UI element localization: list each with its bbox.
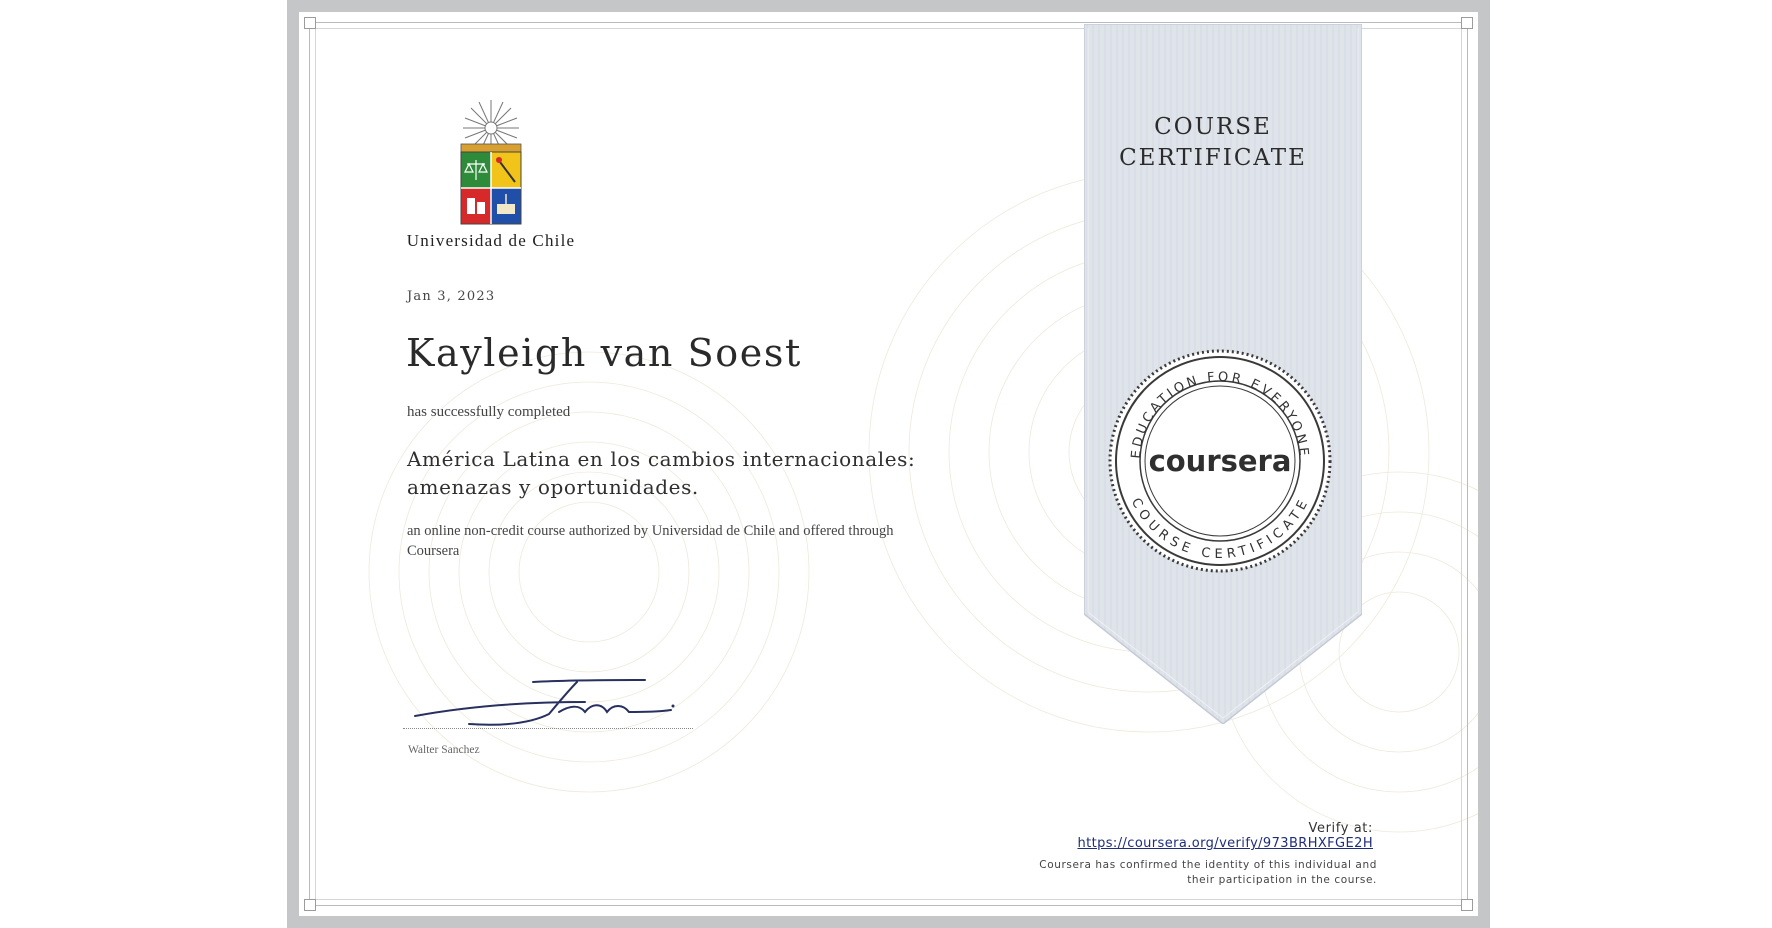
- issue-date: Jan 3, 2023: [407, 289, 496, 304]
- seal-bottom-arc-text: COURSE CERTIFICATE: [1127, 495, 1313, 563]
- recipient-name: Kayleigh van Soest: [406, 331, 802, 375]
- corner-ornament-bottom-right: [1461, 899, 1473, 911]
- handwritten-signature: [409, 672, 679, 734]
- authorization-line-2: Coursera: [407, 543, 460, 559]
- institution-name: Universidad de Chile: [406, 231, 576, 250]
- ribbon-title: [1084, 112, 1342, 174]
- universidad-de-chile-crest: [399, 100, 583, 250]
- course-title: [407, 445, 967, 501]
- corner-ornament-bottom-left: [304, 899, 316, 911]
- signer-name: Walter Sanchez: [408, 744, 480, 756]
- corner-ornament-top-right: [1461, 17, 1473, 29]
- completion-statement: has successfully completed: [407, 404, 571, 420]
- authorization-statement: [407, 521, 967, 561]
- verify-note: [1017, 858, 1377, 888]
- verify-note-line-2: their participation in the course.: [1187, 874, 1377, 886]
- course-title-line-2: amenazas y oportunidades.: [407, 475, 699, 499]
- coursera-wordmark: coursera: [1148, 444, 1292, 478]
- verify-note-line-1: Coursera has confirmed the identity of this individual and: [1039, 859, 1377, 871]
- seal-top-arc-text: EDUCATION FOR EVERYONE: [1128, 369, 1312, 460]
- course-title-line-1: América Latina en los cambios internacionales:: [407, 447, 916, 471]
- signature-line: [403, 728, 693, 729]
- ribbon-title-line-2: CERTIFICATE: [1119, 145, 1307, 171]
- verify-label: Verify at:: [1308, 821, 1373, 836]
- coursera-seal: [1106, 347, 1334, 575]
- certificate-frame: [287, 0, 1490, 928]
- certificate-paper: [299, 12, 1478, 916]
- ribbon-title-line-1: COURSE: [1154, 114, 1272, 140]
- authorization-line-1: an online non-credit course authorized by Universidad de Chile and offered through: [407, 523, 894, 539]
- corner-ornament-top-left: [304, 17, 316, 29]
- verify-link[interactable]: https://coursera.org/verify/973BRHXFGE2H: [1077, 836, 1373, 851]
